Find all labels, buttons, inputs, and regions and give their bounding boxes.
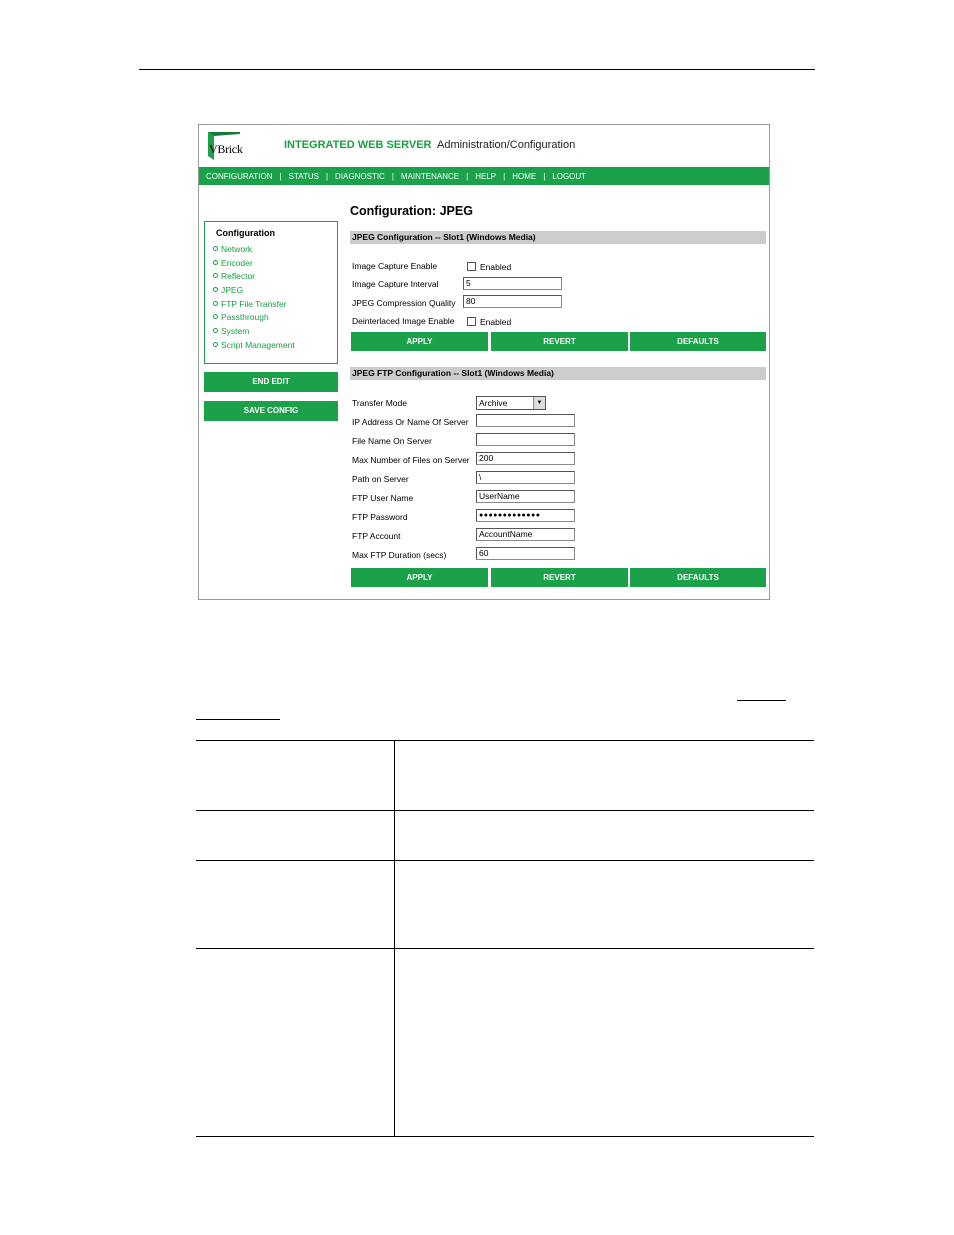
table-column-rule xyxy=(394,740,395,1137)
ftp-password-label: FTP Password xyxy=(352,512,408,522)
ftp-duration-input[interactable]: 60 xyxy=(476,547,575,560)
section-title: Administration/Configuration xyxy=(437,139,576,151)
compression-quality-input[interactable]: 80 xyxy=(463,295,562,308)
sidebar-item-network[interactable]: Network xyxy=(213,243,295,257)
transfer-mode-value: Archive xyxy=(479,398,508,408)
bullet-icon xyxy=(213,287,218,292)
dropdown-arrow-icon[interactable]: ▼ xyxy=(533,397,545,409)
server-label: IP Address Or Name Of Server xyxy=(352,417,469,427)
ftp-section-header: JPEG FTP Configuration -- Slot1 (Windows Media) xyxy=(350,367,766,380)
bullet-icon xyxy=(213,301,218,306)
ftp-duration-label: Max FTP Duration (secs) xyxy=(352,550,447,560)
config-sidebar xyxy=(204,221,338,364)
path-label: Path on Server xyxy=(352,474,409,484)
table-rule xyxy=(196,810,814,811)
path-input[interactable]: \ xyxy=(476,471,575,484)
file-name-label: File Name On Server xyxy=(352,436,432,446)
ftp-defaults-button[interactable]: DEFAULTS xyxy=(630,568,766,587)
deinterlaced-checkbox[interactable] xyxy=(467,317,476,326)
defaults-button[interactable]: DEFAULTS xyxy=(630,332,766,351)
nav-status[interactable]: STATUS xyxy=(288,171,319,181)
ftp-account-label: FTP Account xyxy=(352,531,401,541)
sidebar-item-encoder[interactable]: Encoder xyxy=(213,257,295,271)
table-rule xyxy=(196,948,814,949)
page-top-rule xyxy=(139,69,815,70)
nav-home[interactable]: HOME xyxy=(512,171,537,181)
image-capture-interval-input[interactable]: 5 xyxy=(463,277,562,290)
deinterlaced-text: Enabled xyxy=(480,317,512,327)
ftp-user-input[interactable]: UserName xyxy=(476,490,575,503)
transfer-mode-select[interactable] xyxy=(476,396,546,410)
deinterlaced-label: Deinterlaced Image Enable xyxy=(352,316,455,326)
sidebar-item-ftp-file-transfer[interactable]: FTP File Transfer xyxy=(213,298,295,312)
compression-quality-label: JPEG Compression Quality xyxy=(352,298,456,308)
bullet-icon xyxy=(213,328,218,333)
nav-diagnostic[interactable]: DIAGNOSTIC xyxy=(335,171,385,181)
nav-logout[interactable]: LOGOUT xyxy=(552,171,587,181)
table-rule xyxy=(196,860,814,861)
apply-button[interactable]: APPLY xyxy=(351,332,488,351)
bullet-icon xyxy=(213,260,218,265)
nav-help[interactable]: HELP xyxy=(475,171,497,181)
sidebar-item-jpeg[interactable]: JPEG xyxy=(213,284,295,298)
server-input[interactable] xyxy=(476,414,575,427)
product-title: INTEGRATED WEB SERVER xyxy=(284,139,432,151)
underline-fragment xyxy=(737,700,786,701)
sidebar-item-system[interactable]: System xyxy=(213,325,295,339)
sidebar-item-reflector[interactable]: Reflector xyxy=(213,270,295,284)
sidebar-heading: Configuration xyxy=(216,228,275,238)
ftp-apply-button[interactable]: APPLY xyxy=(351,568,488,587)
save-config-button[interactable]: SAVE CONFIG xyxy=(204,401,338,421)
ftp-account-input[interactable]: AccountName xyxy=(476,528,575,541)
bullet-icon xyxy=(213,342,218,347)
max-files-input[interactable]: 200 xyxy=(476,452,575,465)
image-capture-enable-text: Enabled xyxy=(480,262,512,272)
image-capture-interval-label: Image Capture Interval xyxy=(352,279,439,289)
revert-button[interactable]: REVERT xyxy=(491,332,628,351)
image-capture-enable-label: Image Capture Enable xyxy=(352,261,438,271)
sidebar-item-passthrough[interactable]: Passthrough xyxy=(213,311,295,325)
web-server-screenshot xyxy=(198,124,770,600)
jpeg-section-header: JPEG Configuration -- Slot1 (Windows Media) xyxy=(350,231,766,244)
bullet-icon xyxy=(213,314,218,319)
transfer-mode-label: Transfer Mode xyxy=(352,398,407,408)
sidebar-item-script-management[interactable]: Script Management xyxy=(213,339,295,353)
bullet-icon xyxy=(213,273,218,278)
field-description-table xyxy=(196,740,814,1137)
top-nav: CONFIGURATION | STATUS | DIAGNOSTIC | MAINTENANCE | HELP | HOME | LOGOUT xyxy=(199,167,769,185)
nav-configuration[interactable]: CONFIGURATION xyxy=(206,171,273,181)
ftp-revert-button[interactable]: REVERT xyxy=(491,568,628,587)
nav-maintenance[interactable]: MAINTENANCE xyxy=(400,171,460,181)
table-rule xyxy=(196,740,814,741)
max-files-label: Max Number of Files on Server xyxy=(352,455,470,465)
file-name-input[interactable] xyxy=(476,433,575,446)
bullet-icon xyxy=(213,246,218,251)
ftp-user-label: FTP User Name xyxy=(352,493,414,503)
image-capture-enable-checkbox[interactable] xyxy=(467,262,476,271)
page-title: Configuration: JPEG xyxy=(350,204,473,218)
vbrick-logo xyxy=(206,130,244,162)
logo-text: VBrick xyxy=(209,142,243,156)
ftp-password-input[interactable]: ●●●●●●●●●●●●● xyxy=(476,509,575,522)
end-edit-button[interactable]: END EDIT xyxy=(204,372,338,392)
underline-fragment xyxy=(196,719,280,720)
table-rule xyxy=(196,1136,814,1137)
